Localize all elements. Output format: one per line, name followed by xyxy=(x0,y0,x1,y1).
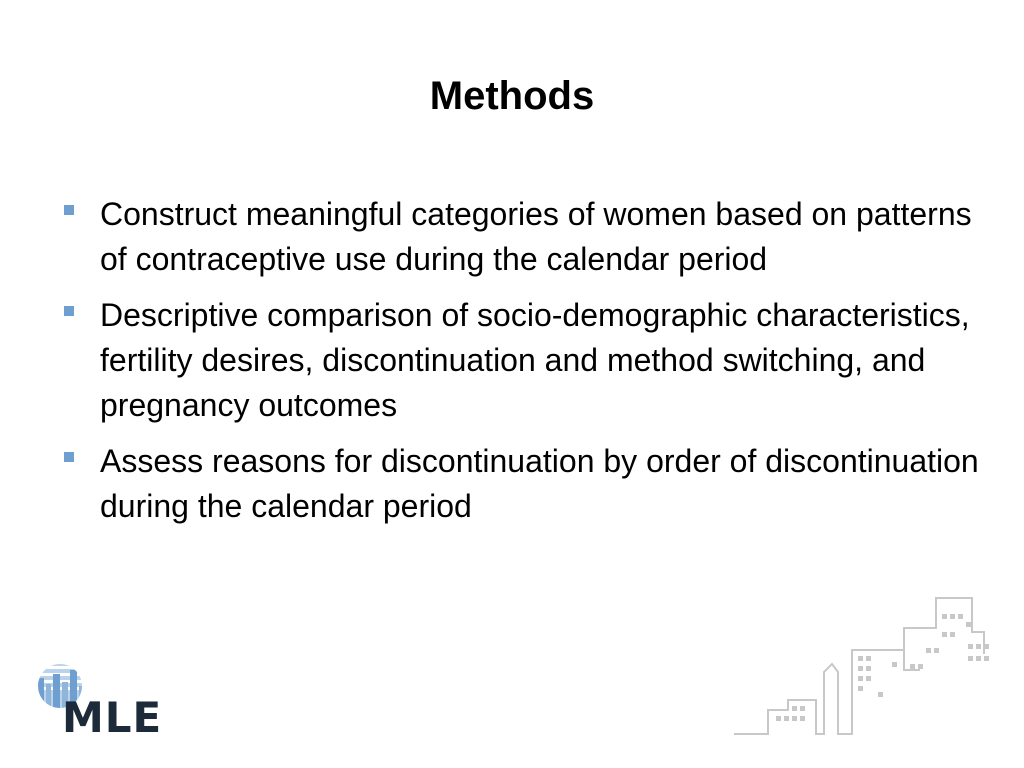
city-skyline-icon xyxy=(728,592,998,738)
bullet-item xyxy=(62,293,982,428)
bullet-item xyxy=(62,192,982,282)
bullet-list xyxy=(62,192,982,540)
mle-logo xyxy=(32,660,182,740)
bullet-text: Construct meaningful categories of women based on patterns of contraceptive use during the calendar period xyxy=(100,196,972,277)
bullet-square-icon xyxy=(64,306,74,316)
slide-title: Methods xyxy=(429,74,595,118)
bullet-text: Assess reasons for discontinuation by order of discontinuation during the calendar period xyxy=(100,443,979,524)
bullet-square-icon xyxy=(64,205,74,215)
bullet-square-icon xyxy=(64,452,74,462)
logo-text: MLE xyxy=(62,693,163,742)
bullet-text: Descriptive comparison of socio-demographic characteristics, fertility desires, discontinuation and method switching, and pregnancy outcomes xyxy=(100,297,970,423)
bullet-item xyxy=(62,439,982,529)
